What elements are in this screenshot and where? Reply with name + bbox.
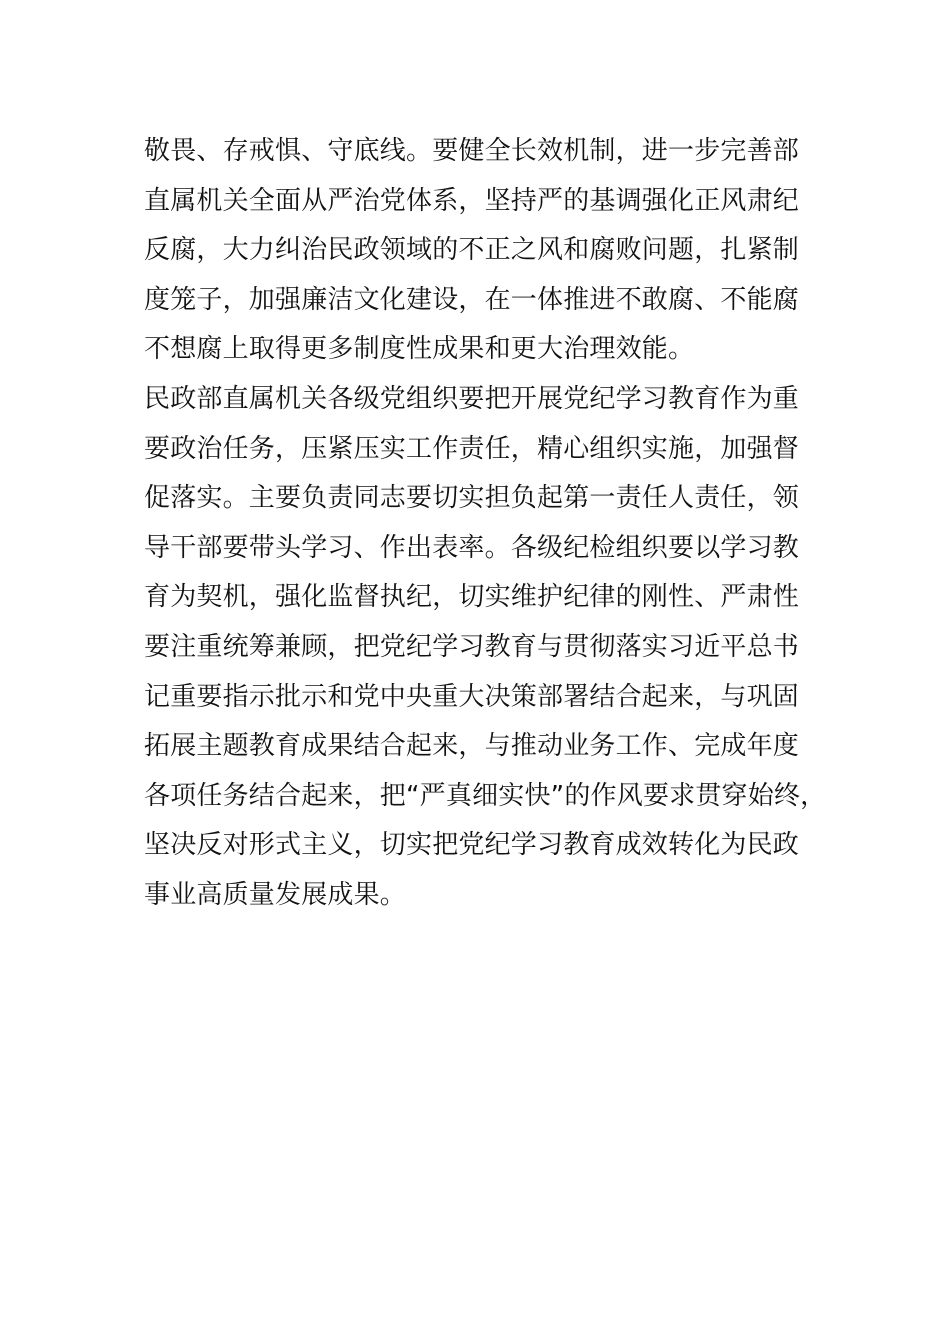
text-line: 民政部直属机关各级党组织要把开展党纪学习教育作为重 [144, 383, 800, 414]
text-line: 坚决反对形式主义，切实把党纪学习教育成效转化为民政 [144, 830, 800, 861]
body-text [144, 127, 827, 921]
text-line: 要注重统筹兼顾，把党纪学习教育与贯彻落实习近平总书 [144, 631, 800, 662]
text-line: 度笼子，加强廉洁文化建设，在一体推进不敢腐、不能腐 [144, 284, 800, 315]
text-line: 直属机关全面从严治党体系，坚持严的基调强化正风肃纪 [144, 185, 800, 216]
text-line: 要政治任务，压紧压实工作责任，精心组织实施，加强督 [144, 433, 800, 464]
text-line: 各项任务结合起来，把“严真细实快”的作风要求贯穿始终， [144, 780, 827, 811]
text-line: 促落实。主要负责同志要切实担负起第一责任人责任，领 [144, 483, 800, 514]
text-line: 记重要指示批示和党中央重大决策部署结合起来，与巩固 [144, 681, 800, 712]
text-line: 导干部要带头学习、作出表率。各级纪检组织要以学习教 [144, 532, 800, 563]
text-line: 反腐，大力纠治民政领域的不正之风和腐败问题，扎紧制 [144, 235, 800, 266]
text-line: 事业高质量发展成果。 [144, 879, 407, 910]
text-line: 不想腐上取得更多制度性成果和更大治理效能。 [144, 334, 695, 365]
text-line: 育为契机，强化监督执纪，切实维护纪律的刚性、严肃性 [144, 582, 800, 613]
text-line: 拓展主题教育成果结合起来，与推动业务工作、完成年度 [144, 731, 800, 762]
text-line: 敬畏、存戒惧、守底线。要健全长效机制，进一步完善部 [144, 136, 800, 166]
